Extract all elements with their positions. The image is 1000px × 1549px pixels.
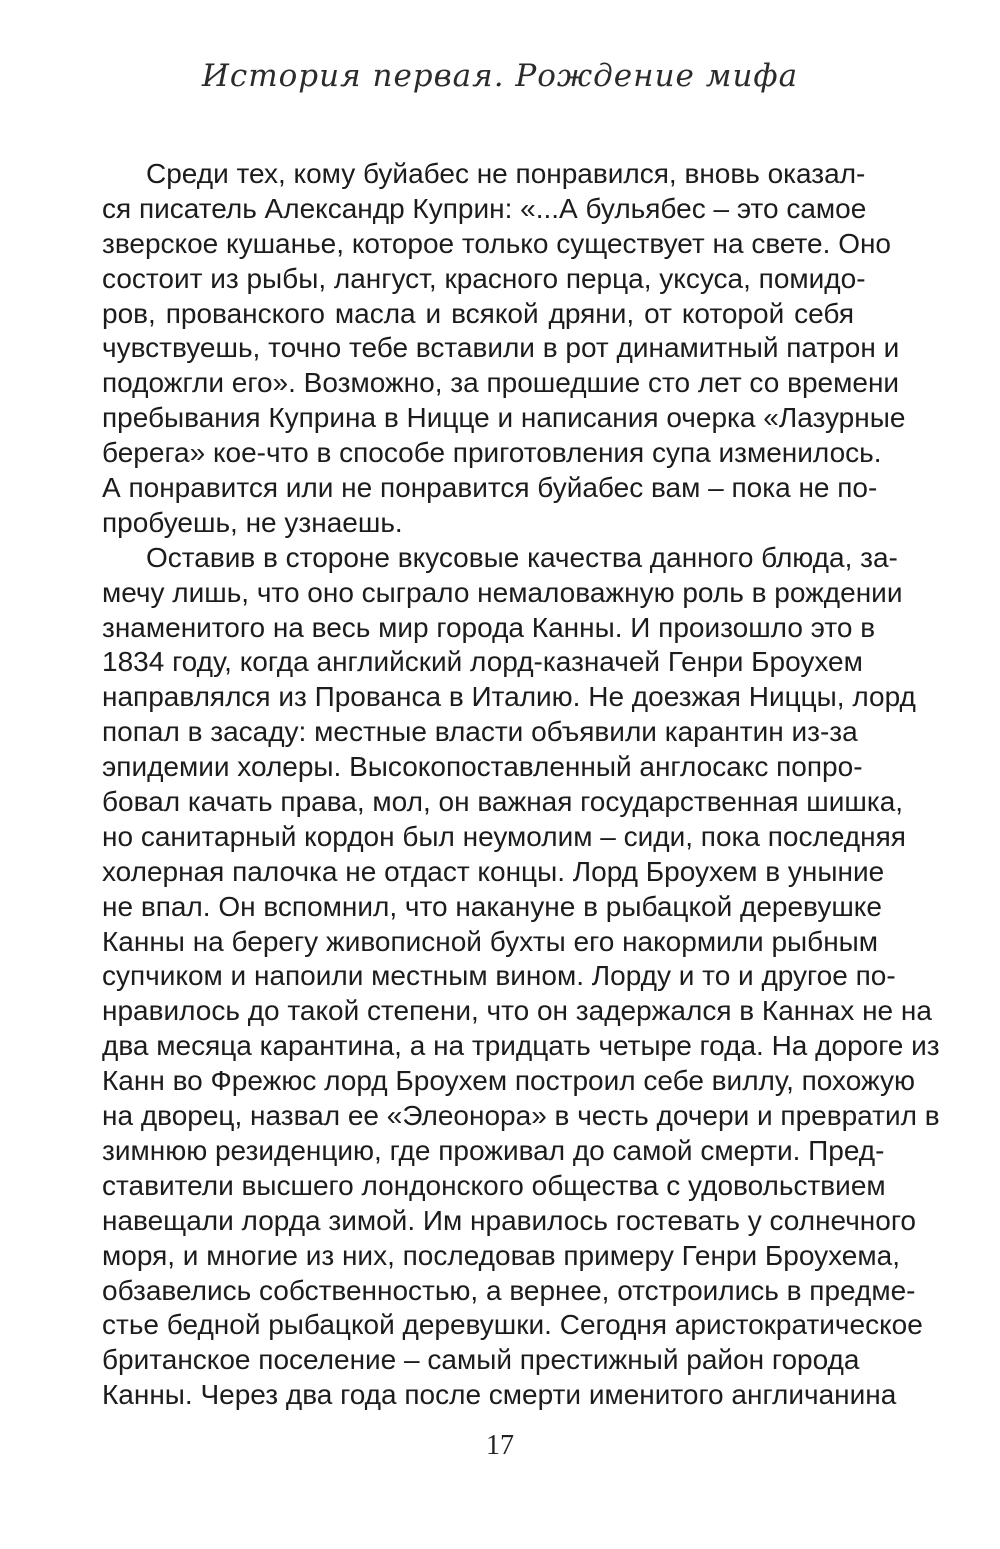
- text-line: 1834 году, когда английский лорд-казначей Генри Броухем: [102, 646, 863, 678]
- text-line: зимнюю резиденцию, где проживал до самой смерти. Пред-: [102, 1134, 885, 1166]
- text-line: моря, и многие из них, последовав примеру Генри Броухема,: [102, 1239, 900, 1271]
- text-line: Канн во Фрежюс лорд Броухем построил себе виллу, похожую: [102, 1065, 916, 1097]
- text-line: Среди тех, кому буйабес не понравился, вновь оказал-: [146, 158, 866, 189]
- text-line: мечу лишь, что оно сыграло немаловажную роль в рождении: [102, 576, 903, 608]
- text-line: нравилось до такой степени, что он задержался в Каннах не на: [102, 995, 932, 1027]
- text-line: знаменитого на весь мир города Канны. И произошло это в: [102, 611, 876, 643]
- text-line: навещали лорда зимой. Им нравилось гостевать у солнечного: [102, 1204, 916, 1236]
- text-line: обзавелись собственностью, а вернее, отстроились в предме-: [102, 1274, 916, 1306]
- paragraph-1: [102, 157, 906, 541]
- text-line: британское поселение – самый престижный район города: [102, 1344, 860, 1376]
- text-line: А понравится или не понравится буйабес вам – пока не по-: [102, 472, 878, 504]
- text-line: на дворец, назвал ее «Элеонора» в честь дочери и превратил в: [102, 1100, 940, 1132]
- text-line: эпидемии холеры. Высокопоставленный англосакс попро-: [102, 751, 863, 783]
- text-line: два месяца карантина, а на тридцать четыре года. На дороге из: [102, 1030, 940, 1062]
- text-line: не впал. Он вспомнил, что накануне в рыбацкой деревушке: [102, 890, 882, 922]
- paragraph-2: [102, 541, 940, 1413]
- text-line: пребывания Куприна в Ницце и написания очерка «Лазурные: [102, 402, 906, 434]
- text-line: Оставив в стороне вкусовые качества данного блюда, за-: [146, 541, 898, 573]
- running-header: История первая. Рождение мифа: [201, 58, 799, 94]
- text-line: берега» кое-что в способе приготовления супа изменилось.: [102, 437, 882, 469]
- page-number: 17: [486, 1430, 514, 1461]
- text-line: чувствуешь, точно тебе вставили в рот динамитный патрон и: [102, 332, 900, 364]
- text-line: ров, прованского масла и всякой дряни, от которой себя: [102, 297, 854, 329]
- text-line: состоит из рыбы, лангуст, красного перца, уксуса, помидо-: [102, 262, 866, 294]
- text-line: бовал качать права, мол, он важная государственная шишка,: [102, 786, 904, 818]
- text-line: супчиком и напоили местным вином. Лорду и то и другое по-: [102, 960, 896, 992]
- text-line: подожгли его». Возможно, за прошедшие сто лет со времени: [102, 367, 900, 399]
- text-line: но санитарный кордон был неумолим – сиди, пока последняя: [102, 820, 906, 852]
- text-line: пробуешь, не узнаешь.: [102, 506, 403, 538]
- text-line: попал в засаду: местные власти объявили карантин из-за: [102, 716, 858, 748]
- body-text: [102, 157, 940, 1413]
- text-line: направлялся из Прованса в Италию. Не доезжая Ниццы, лорд: [102, 681, 916, 713]
- text-line: Канны на берегу живописной бухты его накормили рыбным: [102, 925, 879, 957]
- text-line: зверское кушанье, которое только существует на свете. Оно: [102, 227, 892, 259]
- text-line: Канны. Через два года после смерти именитого англичанина: [102, 1379, 897, 1411]
- text-line: холерная палочка не отдаст концы. Лорд Броухем в уныние: [102, 855, 885, 887]
- text-line: ся писатель Александр Куприн: «...А бульябес – это самое: [102, 192, 867, 224]
- text-line: ставители высшего лондонского общества с удовольствием: [102, 1169, 886, 1201]
- text-line: стье бедной рыбацкой деревушки. Сегодня аристократическое: [102, 1309, 923, 1341]
